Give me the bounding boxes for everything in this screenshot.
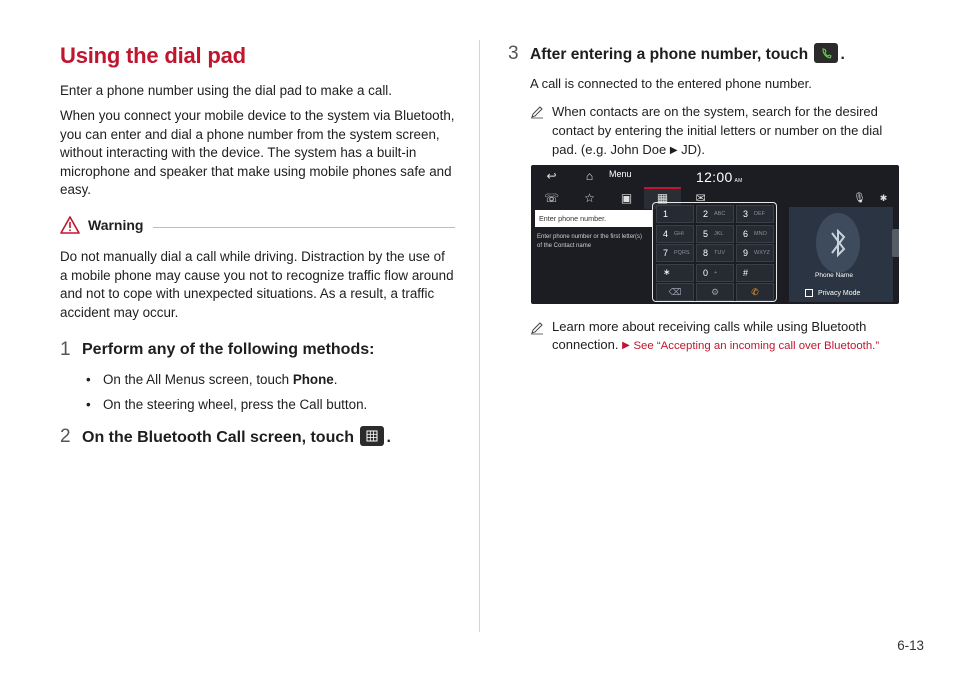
bluetooth-logo-icon [816, 213, 860, 273]
right-column [508, 40, 903, 160]
step-1-number: 1 [60, 339, 71, 361]
checkbox-icon [805, 289, 813, 297]
keypad-key [736, 225, 774, 243]
home-icon: ⌂ [585, 169, 594, 183]
clock [696, 169, 743, 185]
reference-arrow-icon: ▶ [622, 340, 630, 351]
list-item: • On the steering wheel, press the Call button. [82, 395, 455, 414]
key-digit: 1 [663, 209, 669, 219]
list-item [82, 370, 455, 389]
note-1-text: When contacts are on the system, search for the desired contact by entering the initial letters or number on the dial pad. (e.g. John Doe [552, 104, 883, 157]
keypad-key [736, 264, 774, 282]
keypad-key [656, 244, 694, 262]
input-hint: Enter phone number or the first letter(s) of the Contact name [537, 234, 643, 249]
key-digit: 3 [743, 209, 749, 219]
delete-icon: ⌫ [656, 283, 694, 301]
warning-text: Do not manually dial a call while driving. Distraction by the use of a mobile phone may cause you not to recognize traffic flow around and not to cope with unexpected situations. As a result, a traffic accident may occur. [60, 249, 454, 320]
note-pencil-icon [530, 105, 544, 119]
clock-ampm: AM [734, 178, 743, 184]
keypad-tab-icon: ▦ [656, 191, 669, 205]
key-digit: 9 [743, 248, 749, 258]
phone-keyword: Phone [292, 372, 334, 388]
call-icon: ✆ [736, 283, 774, 301]
arrow-icon: ▶ [669, 145, 678, 156]
key-letters: TUV [714, 250, 726, 256]
left-column [60, 40, 455, 449]
key-digit: 0 [703, 267, 709, 278]
favorites-icon: ☆ [584, 191, 595, 205]
step-1-text: Perform any of the following methods: [82, 341, 375, 359]
microphone-icon: 🎙 [853, 192, 866, 204]
key-letters: GHI [674, 230, 684, 237]
step-3-result: A call is connected to the entered phone number. [530, 76, 812, 91]
recent-calls-icon: ☏ [543, 191, 559, 205]
key-digit: # [743, 267, 749, 278]
step-3-text: After entering a phone number, touch [530, 46, 809, 63]
key-digit: 2 [703, 209, 709, 219]
keypad-key [656, 225, 694, 243]
column-divider [479, 40, 480, 632]
side-panel-tab [892, 229, 899, 257]
key-letters: DEF [754, 211, 766, 217]
page-number: 6-13 [897, 638, 924, 653]
dial-pad-icon [360, 426, 384, 446]
step-3-period: . [840, 46, 845, 63]
key-digit: 8 [703, 248, 709, 258]
bullet-1-text: On the All Menus screen, touch [103, 372, 293, 388]
note-1-end: JD). [677, 142, 705, 157]
settings-icon: ⚙ [696, 283, 734, 301]
key-letters: PQRS [674, 250, 690, 256]
warning-header [60, 216, 455, 234]
key-digit: 7 [663, 248, 669, 258]
keypad-key [696, 244, 734, 262]
reference-link: See “Accepting an incoming call over Bluetooth.” [633, 340, 880, 352]
privacy-mode-checkbox [805, 289, 860, 297]
warning-title: Warning [88, 217, 144, 234]
warning-rule [153, 227, 455, 228]
method-list [82, 370, 455, 414]
key-letters: MNO [754, 230, 767, 237]
dial-pad-screenshot [531, 165, 899, 304]
key-digit: 5 [703, 228, 709, 239]
messages-icon: ✉ [695, 191, 706, 205]
step-3 [508, 43, 903, 66]
note-search [530, 102, 903, 160]
key-letters: JKL [714, 230, 724, 237]
intro-text: Enter a phone number using the dial pad to make a call. [60, 83, 393, 98]
contacts-icon: ▣ [620, 191, 633, 205]
description-text: When you connect your mobile device to the system via Bluetooth, you can enter and dial a phone number from the system screen, without interacting with the device. The system has a built-in microphone and speaker that make using mobile phones safe and easy. [60, 108, 455, 198]
step-2 [60, 426, 455, 449]
note-bluetooth [530, 318, 910, 355]
phone-number-input: Enter phone number. [535, 210, 652, 227]
privacy-mode-label: Privacy Mode [818, 289, 861, 297]
call-button-icon [814, 43, 838, 63]
note-2-text: Learn more about receiving calls while using Bluetooth connection. [552, 319, 867, 352]
keypad-key [736, 244, 774, 262]
step-2-number: 2 [60, 426, 71, 448]
keypad-key [696, 264, 734, 282]
clock-time: 12:00 [696, 169, 733, 185]
key-digit: 4 [663, 228, 669, 239]
keypad-key [656, 264, 694, 282]
key-letters: + [714, 269, 718, 276]
bullet-1-period: . [333, 372, 338, 388]
keypad-key [656, 205, 694, 223]
step-2-period: . [386, 429, 391, 447]
step-1 [60, 339, 455, 361]
phone-name: Phone Name [815, 272, 853, 279]
back-icon: ↩ [546, 169, 557, 183]
keypad-key [736, 205, 774, 223]
bluetooth-settings-icon: ✱ [879, 192, 888, 203]
menu-label: Menu [609, 169, 632, 179]
key-digit: ∗ [663, 267, 671, 277]
key-digit: 6 [743, 228, 749, 239]
step-2-text: On the Bluetooth Call screen, touch [82, 429, 355, 447]
keypad-key [696, 205, 734, 223]
warning-icon [60, 216, 80, 234]
key-letters: ABC [714, 211, 726, 217]
keypad [652, 202, 777, 302]
step-3-number: 3 [508, 43, 519, 64]
section-title: Using the dial pad [60, 43, 246, 68]
keypad-key [696, 225, 734, 243]
key-letters: WXYZ [754, 250, 770, 256]
